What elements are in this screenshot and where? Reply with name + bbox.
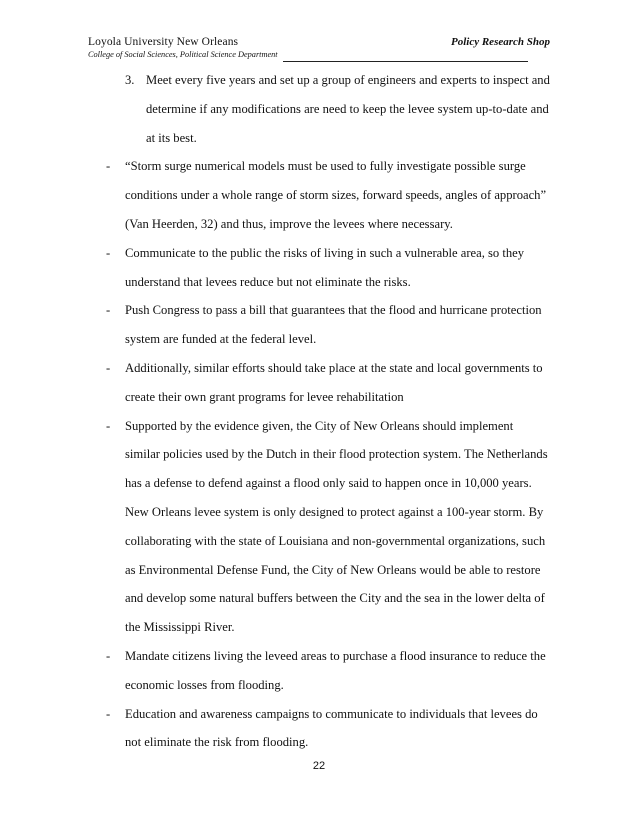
bullet-text-line: economic losses from flooding. (125, 677, 284, 692)
bullet-text-line: create their own grant programs for levee rehabilitation (125, 389, 404, 404)
bullet-text-line: system are funded at the federal level. (125, 332, 317, 347)
page-number: 22 (312, 760, 326, 772)
bullet-text-line: the Mississippi River. (125, 620, 235, 635)
bullet-text-line: Push Congress to pass a bill that guarantees that the flood and hurricane protection (125, 303, 542, 318)
header-institution: Loyola University New Orleans (88, 36, 239, 48)
bullet-marker: - (106, 361, 111, 375)
bullet-text-line: Supported by the evidence given, the City of New Orleans should implement (125, 418, 514, 433)
bullet-text-line: and develop some natural buffers between the City and the sea in the lower delta of (125, 591, 545, 606)
bullet-marker: - (106, 706, 111, 721)
bullet-text-line: (Van Heerden, 32) and thus, improve the levees where necessary. (125, 217, 453, 231)
bullet-text-line: not eliminate the risk from flooding. (125, 735, 309, 750)
bullet-text-line: conditions under a whole range of storm sizes, forward speeds, angles of approach” (125, 188, 547, 203)
bullet-text-line: collaborating with the state of Louisiana and non-governmental organizations, such (125, 533, 546, 548)
numbered-item-line: determine if any modifications are need to keep the levee system up-to-date and (146, 101, 549, 116)
bullet-marker: - (106, 649, 111, 663)
bullet-text-line: has a defense to defend against a flood only said to happen once in 10,000 years. (125, 476, 532, 491)
bullet-marker: - (106, 159, 111, 174)
numbered-item-line: at its best. (146, 130, 197, 145)
bullet-text-line: understand that levees reduce but not eliminate the risks. (125, 274, 411, 289)
bullet-text-line: similar policies used by the Dutch in their flood protection system. The Netherlands (125, 447, 548, 462)
header-shop-title: Policy Research Shop (451, 36, 550, 48)
bullet-text-line: Mandate citizens living the leveed areas to purchase a flood insurance to reduce the (125, 649, 546, 663)
bullet-marker: - (106, 418, 111, 433)
bullet-text-line: Additionally, similar efforts should take place at the state and local governments to (125, 361, 543, 375)
bullet-text-line: New Orleans levee system is only designed to protect against a 100-year storm. By (125, 505, 544, 519)
bullet-text-line: Education and awareness campaigns to communicate to individuals that levees do (125, 706, 538, 721)
list-number: 3. (125, 73, 135, 87)
bullet-marker: - (106, 303, 111, 318)
numbered-item-line: Meet every five years and set up a group of engineers and experts to inspect and (146, 73, 550, 87)
bullet-text-line: Communicate to the public the risks of living in such a vulnerable area, so they (125, 245, 525, 260)
bullet-text-line: “Storm surge numerical models must be used to fully investigate possible surge (125, 159, 526, 174)
bullet-marker: - (106, 245, 111, 260)
header-rule (283, 61, 528, 62)
header-department: College of Social Sciences, Political Science Department (88, 50, 278, 59)
bullet-text-line: as Environmental Defense Fund, the City of New Orleans would be able to restore (125, 562, 541, 577)
